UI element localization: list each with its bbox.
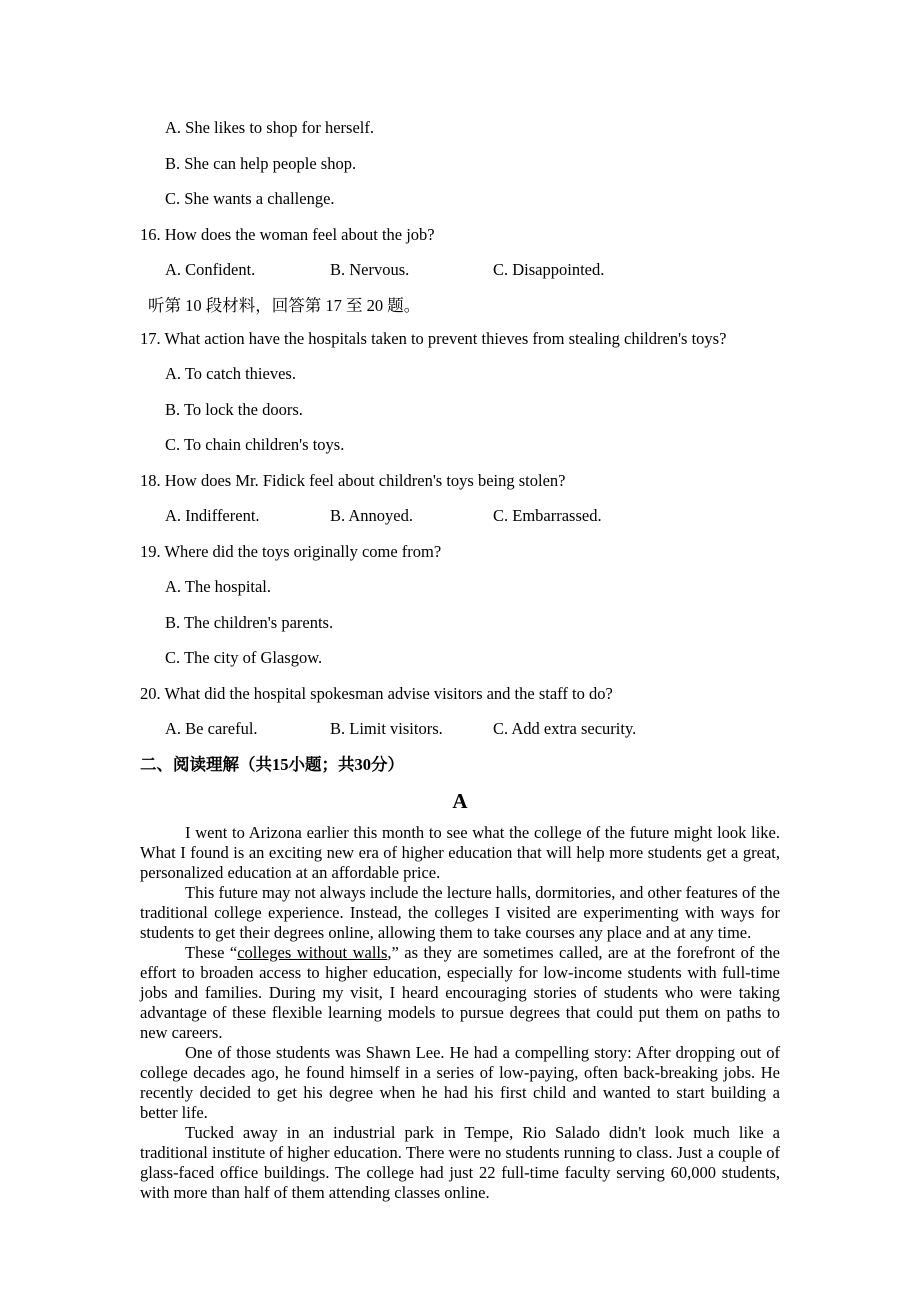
option-b: B. The children's parents. xyxy=(165,612,334,632)
option-a: A. Indifferent. xyxy=(165,506,260,525)
option-c: C. The city of Glasgow. xyxy=(165,648,323,667)
question-17: 17. What action have the hospitals taken to prevent thieves from stealing children's toys? xyxy=(140,328,727,348)
option-c: C. She wants a challenge. xyxy=(165,189,335,208)
question-20-options xyxy=(140,719,780,739)
paragraph-3-pre: These “ xyxy=(185,942,238,962)
option-a: A. Confident. xyxy=(165,260,256,279)
option-b: B. Nervous. xyxy=(330,260,410,279)
passage-label: A xyxy=(452,788,468,813)
option-c: C. Disappointed. xyxy=(493,260,605,279)
option-c: C. To chain children's toys. xyxy=(165,435,345,454)
option-c: C. Add extra security. xyxy=(493,719,637,738)
question-16-options xyxy=(140,260,780,280)
option-a: A. The hospital. xyxy=(165,577,272,596)
paragraph-3-underlined-phrase: colleges without walls xyxy=(237,942,388,962)
option-a: A. Be careful. xyxy=(165,719,258,738)
paragraph-5: Tucked away in an industrial park in Tempe, Rio Salado didn't look much like a traditional institute of higher education. There were no students running to class. Just a couple of glass-faced office buildings. The college had just 22 full-time faculty serving 60,000 students, with more than half of them attending classes online. xyxy=(140,1122,780,1202)
question-19: 19. Where did the toys originally come from? xyxy=(140,541,442,561)
paragraph-2: This future may not always include the lecture halls, dormitories, and other features of the traditional college experience. Instead, the colleges I visited are experimenting with ways for students to get their degrees online, allowing them to take courses any place and at any time. xyxy=(140,882,780,942)
listening-instruction: 听第 10 段材料，回答第 17 至 20 题。 xyxy=(148,295,421,315)
paragraph-3-post: ,” as they are sometimes called, are at the forefront of the effort to broaden access to higher education, especially for low-income students with full-time jobs and families. During my visit, I heard encouraging stories of students who were taking advantage of these flexible learning models to pursue degrees that could put them on paths to new careers. xyxy=(140,942,780,1042)
option-b: B. Limit visitors. xyxy=(330,719,443,738)
option-b: B. She can help people shop. xyxy=(165,153,357,173)
option-a: A. She likes to shop for herself. xyxy=(165,118,374,137)
option-a: A. To catch thieves. xyxy=(165,364,296,383)
option-b: B. Annoyed. xyxy=(330,506,413,525)
option-b: B. To lock the doors. xyxy=(165,399,303,419)
listening-section xyxy=(140,118,780,739)
option-c: C. Embarrassed. xyxy=(493,506,602,525)
question-16: 16. How does the woman feel about the job? xyxy=(140,224,435,244)
reading-section xyxy=(140,755,780,1203)
section-header: 二、阅读理解（共15小题；共30分） xyxy=(140,754,404,774)
paragraph-3 xyxy=(140,943,780,1043)
question-20: 20. What did the hospital spokesman advise visitors and the staff to do? xyxy=(140,683,613,703)
question-18-options xyxy=(140,506,780,526)
paragraph-4: One of those students was Shawn Lee. He had a compelling story: After dropping out of college decades ago, he found himself in a series of low-paying, often back-breaking jobs. He recently decided to get his degree when he had his first child and wanted to start building a better life. xyxy=(140,1042,780,1122)
question-18: 18. How does Mr. Fidick feel about children's toys being stolen? xyxy=(140,470,566,490)
paragraph-1: I went to Arizona earlier this month to see what the college of the future might look like. What I found is an exciting new era of higher education that will help more students get a great, personalized education at an affordable price. xyxy=(140,822,780,882)
